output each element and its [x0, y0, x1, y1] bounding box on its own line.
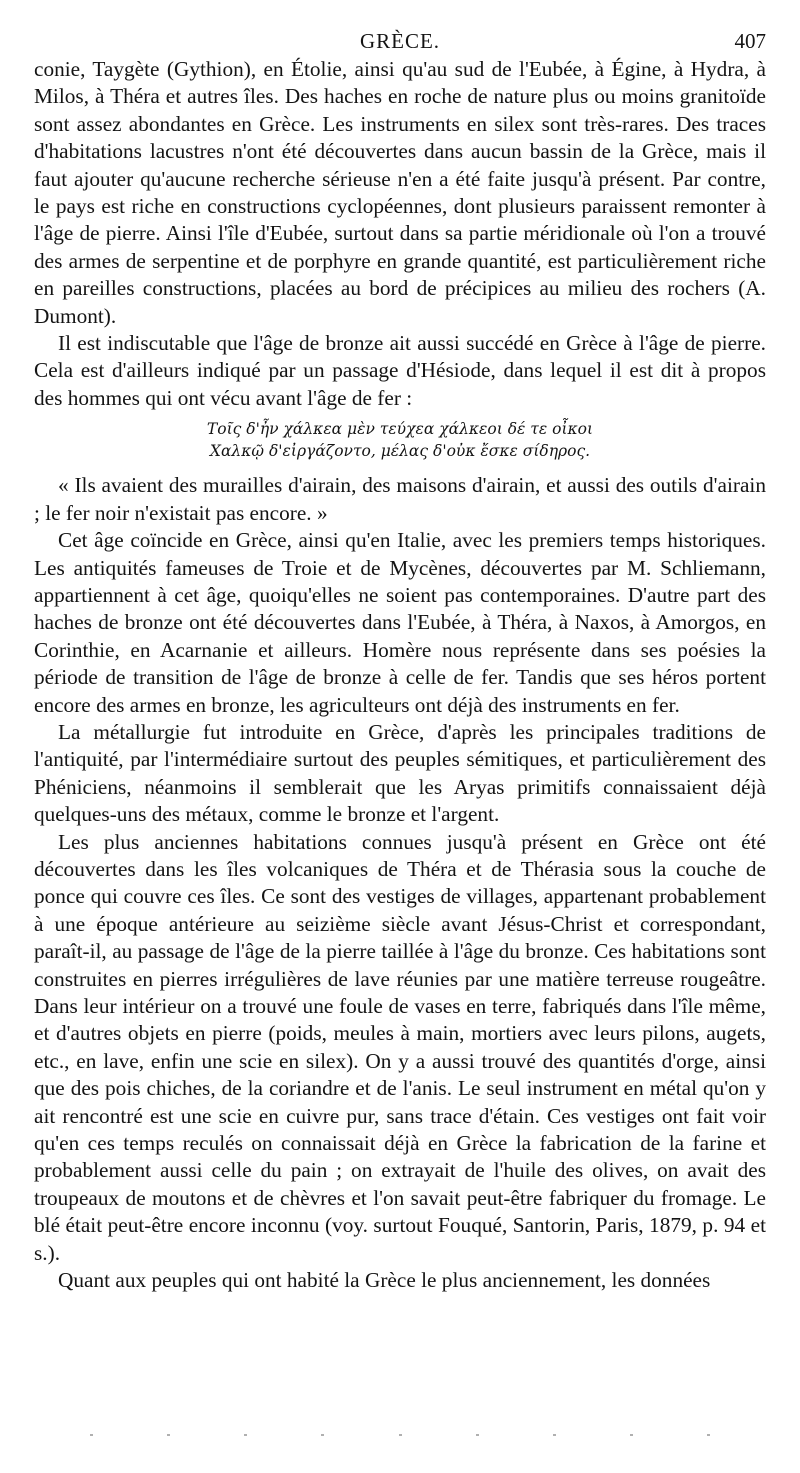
- paragraph-5: La métallurgie fut introduite en Grèce, d'après les principales traditions de l'antiquité, par l'intermédiaire surtout des peuples sémitiques, et particulièrement des Phéniciens, néanmoins il semblerait que les Aryas primitifs connaissaient déjà quelques-uns des métaux, comme le bronze et l'argent.: [34, 719, 766, 827]
- paragraph-6: Les plus anciennes habitations connues jusqu'à présent en Grèce ont été découvertes dans les îles volcaniques de Théra et de Thérasia sous la couche de ponce qui couvre ces îles. Ce sont des vestiges de villages, appartenant probablement à une époque antérieure au seizième siècle avant Jésus-Christ et correspondant, paraît-il, au passage de l'âge de la pierre taillée à l'âge du bronze. Ces habitations sont construites en pierres irrégulières de lave réunies par une matière terreuse rougeâtre. Dans leur intérieur on a trouvé une foule de vases en terre, fabriqués dans l'île même, et d'autres objets en pierre (poids, meules à main, mortiers avec leurs pilons, augets, etc., en lave, enfin une scie en silex). On y a aussi trouvé des quantités d'orge, ainsi que des pois chiches, de la coriandre et de l'anis. Le seul instrument en métal qu'on y ait rencontré est une scie en cuivre pur, sans trace d'étain. Ces vestiges ont fait voir qu'en ces temps reculés on connaissait déjà en Grèce la fabrication de la farine et probablement aussi celle du pain ; on extrayait de l'huile des olives, on avait des troupeaux de moutons et de chèvres et l'on savait peut-être fabriquer du fromage. Le blé était peut-être encore inconnu (voy. surtout Fouqué, Santorin, Paris, 1879, p. 94 et s.).: [34, 829, 766, 1265]
- page-body: [34, 56, 766, 1294]
- scan-artifact-dots: [90, 1434, 710, 1438]
- page-header: [34, 26, 766, 56]
- paragraph-1: conie, Taygète (Gythion), en Étolie, ainsi qu'au sud de l'Eubée, à Égine, à Hydra, à Milos, à Théra et autres îles. Des haches en roche de nature plus ou moins granitoïde sont assez abondantes en Grèce. Les instruments en silex sont très-rares. Des traces d'habitations lacustres n'ont été découvertes dans aucun bassin de la Grèce, mais il faut ajouter qu'aucune recherche sérieuse n'en a été faite jusqu'à présent. Par contre, le pays est riche en constructions cyclopéennes, dont plusieurs paraissent remonter à l'âge de pierre. Ainsi l'île d'Eubée, surtout dans sa partie méridionale où l'on a trouvé des armes de serpentine et de porphyre en grande quantité, est particulièrement riche en pareilles constructions, placées au bord de précipices au milieu des rochers (A. Dumont).: [34, 57, 766, 328]
- paragraph-2: Il est indiscutable que l'âge de bronze ait aussi succédé en Grèce à l'âge de pierre. Cela est d'ailleurs indiqué par un passage d'Hésiode, dans lequel il est dit à propos des hommes qui ont vécu avant l'âge de fer :: [34, 331, 766, 410]
- verse-line-1: Τοῖς δ'ἦν χάλκεα μὲν τεύχεα χάλκεοι δέ τε οἶκοι: [206, 420, 594, 439]
- verse-line-2: Χαλκῷ δ'εἰργάζοντο, μέλας δ'οὐκ ἔσκε σίδηρος.: [209, 442, 591, 461]
- paragraph-4: Cet âge coïncide en Grèce, ainsi qu'en Italie, avec les premiers temps historiques. Les antiquités fameuses de Troie et de Mycènes, découvertes par M. Schliemann, appartiennent à cet âge, quoiqu'elles ne soient pas contemporaines. D'autre part des haches de bronze ont été découvertes dans l'Eubée, à Théra, à Naxos, à Amorgos, en Corinthie, en Acarnanie et ailleurs. Homère nous représente dans ses poésies la période de transition de l'âge de bronze à celle de fer. Tandis que ses héros portent encore des armes en bronze, les agriculteurs ont déjà des instruments en fer.: [34, 528, 766, 717]
- page-number: 407: [734, 29, 766, 53]
- paragraph-7: Quant aux peuples qui ont habité la Grèce le plus anciennement, les données: [58, 1268, 711, 1293]
- document-page: [34, 26, 766, 1294]
- greek-verse-quote: [34, 418, 766, 462]
- paragraph-3: « Ils avaient des murailles d'airain, des maisons d'airain, et aussi des outils d'airain ; le fer noir n'existait pas encore. »: [34, 473, 766, 525]
- running-title: GRÈCE.: [359, 29, 441, 53]
